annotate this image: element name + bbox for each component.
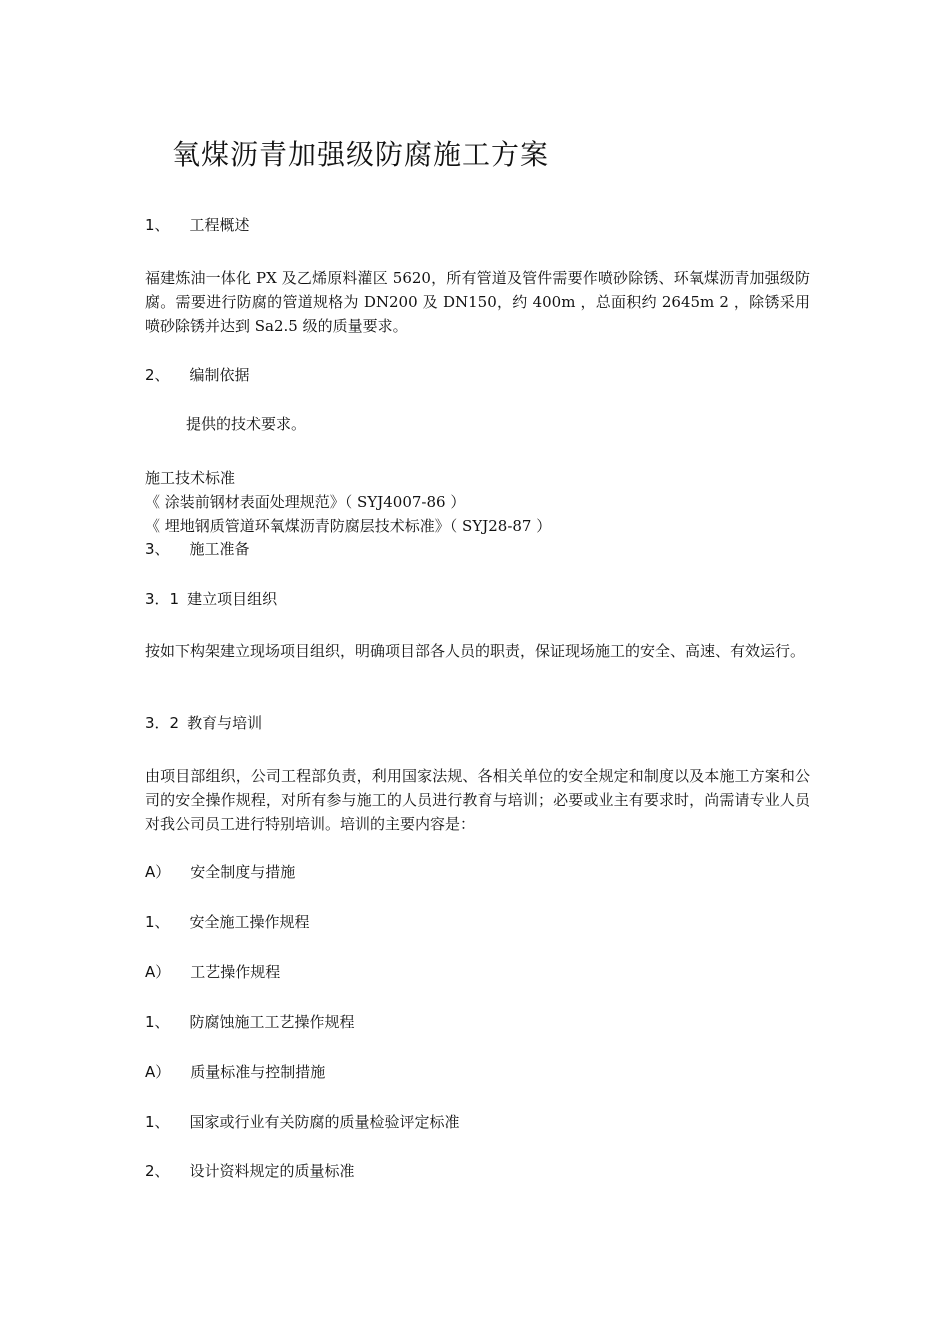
section-2-number: 2、 xyxy=(145,366,170,384)
list-item-number: A） xyxy=(145,863,171,881)
list-item-number: 2、 xyxy=(145,1162,170,1180)
list-item xyxy=(145,1110,460,1134)
section-1-number: 1、 xyxy=(145,216,170,234)
section-1-heading xyxy=(145,213,250,237)
list-item xyxy=(145,860,295,884)
list-item xyxy=(145,910,310,934)
section-3-2-label: 教育与培训 xyxy=(187,714,263,732)
section-2-label: 编制依据 xyxy=(189,366,250,384)
section-2-heading xyxy=(145,363,250,387)
list-item-label: 设计资料规定的质量标准 xyxy=(189,1162,355,1180)
list-item-label: 工艺操作规程 xyxy=(190,963,281,981)
list-item-number: 1、 xyxy=(145,1013,170,1031)
list-item xyxy=(145,1159,355,1183)
project-overview-paragraph: 福建炼油一体化 PX 及乙烯原料灌区 5620，所有管道及管件需要作喷砂除锈、环氧煤沥青加强级防腐。需要进行防腐的管道规格为 DN200 及 DN150，约 400m ，总面积约 2645m 2 ，除锈采用喷砂除锈并达到 Sa2.5 级的质量要求。 xyxy=(145,269,810,335)
section-3-label: 施工准备 xyxy=(189,540,250,558)
section-3-2-heading xyxy=(145,711,262,735)
technical-requirements-line: 提供的技术要求。 xyxy=(186,415,307,433)
list-item xyxy=(145,1060,325,1084)
list-item-label: 防腐蚀施工工艺操作规程 xyxy=(189,1013,355,1031)
list-item-label: 质量标准与控制措施 xyxy=(190,1063,326,1081)
list-item-label: 国家或行业有关防腐的质量检验评定标准 xyxy=(189,1113,460,1131)
document-title: 氧煤沥青加强级防腐施工方案 xyxy=(172,138,550,171)
list-item-label: 安全施工操作规程 xyxy=(189,913,310,931)
standard-item-2: 《 埋地钢质管道环氧煤沥青防腐层技术标准》（ SYJ28-87 ） xyxy=(145,517,552,535)
section-3-1-heading xyxy=(145,587,277,611)
section-3-1-label: 建立项目组织 xyxy=(187,590,278,608)
list-item xyxy=(145,1010,355,1034)
list-item-number: A） xyxy=(145,1063,171,1081)
section-3-2-number: 3．2 xyxy=(145,714,180,732)
section-3-number: 3、 xyxy=(145,540,170,558)
list-item-label: 安全制度与措施 xyxy=(190,863,296,881)
list-item-number: 1、 xyxy=(145,1113,170,1131)
list-item-number: A） xyxy=(145,963,171,981)
section-3-heading xyxy=(145,537,250,561)
section-3-1-number: 3．1 xyxy=(145,590,180,608)
training-paragraph: 由项目部组织，公司工程部负责，利用国家法规、各相关单位的安全规定和制度以及本施工方案和公司的安全操作规程，对所有参与施工的人员进行教育与培训；必要或业主有要求时，尚需请专业人员对我公司员工进行特别培训。培训的主要内容是： xyxy=(145,767,810,833)
standard-item-1: 《 涂装前钢材表面处理规范》（ SYJ4007-86 ） xyxy=(145,493,466,511)
list-item xyxy=(145,960,280,984)
project-organization-paragraph: 按如下构架建立现场项目组织，明确项目部各人员的职责，保证现场施工的安全、高速、有效运行。 xyxy=(145,642,806,660)
list-item-number: 1、 xyxy=(145,913,170,931)
standards-heading: 施工技术标准 xyxy=(145,469,236,487)
section-1-label: 工程概述 xyxy=(189,216,250,234)
